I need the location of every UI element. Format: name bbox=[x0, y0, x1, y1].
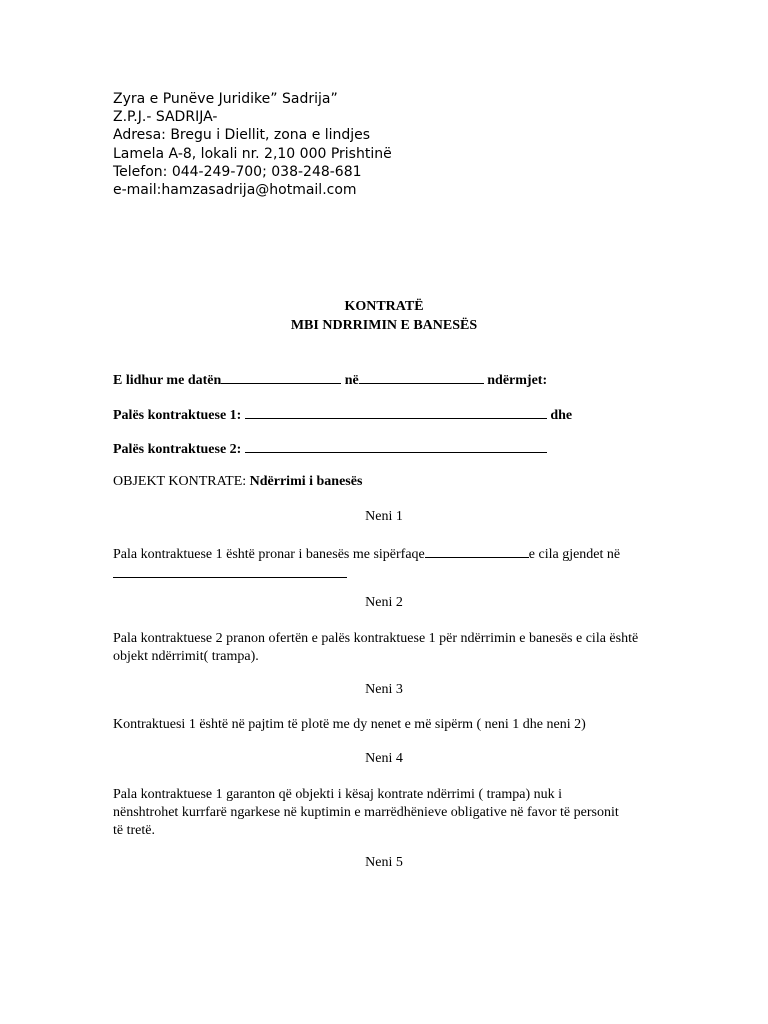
between-label: ndërmjet: bbox=[487, 373, 548, 388]
article-2-heading: Neni 2 bbox=[365, 595, 403, 610]
party2-blank[interactable] bbox=[245, 439, 547, 453]
article-2-text: Pala kontraktuese 2 pranon ofertën e palës kontraktuese 1 për ndërrimin e banesës e cila është objekt ndërrimit( trampa). bbox=[113, 631, 639, 664]
place-blank[interactable] bbox=[359, 370, 484, 384]
office-abbreviation: Z.P.J.- SADRIJA- bbox=[113, 109, 218, 126]
office-address-2: Lamela A-8, lokali nr. 2,10 000 Prishtinë bbox=[113, 145, 392, 162]
article-4-heading: Neni 4 bbox=[365, 751, 403, 766]
article-4-text: Pala kontraktuese 1 garanton që objekti i kësaj kontrate ndërrimi ( trampa) nuk i nënshtrohet kurrfarë ngarkese në kuptimin e marrëdhënieve obligative në favor të personit të tretë. bbox=[113, 787, 619, 838]
party1-label: Palës kontraktuese 1: bbox=[113, 408, 242, 423]
date-label: E lidhur me datën bbox=[113, 373, 222, 388]
article-1-text-a: Pala kontraktuese 1 është pronar i banesës me sipërfaqe bbox=[113, 547, 425, 562]
article-3-heading: Neni 3 bbox=[365, 682, 403, 697]
date-blank[interactable] bbox=[221, 370, 341, 384]
office-email: e-mail:hamzasadrija@hotmail.com bbox=[113, 182, 357, 199]
article-5-heading: Neni 5 bbox=[365, 855, 403, 870]
date-place-line bbox=[113, 370, 547, 389]
document-title: KONTRATË bbox=[344, 299, 424, 314]
office-header bbox=[113, 90, 392, 199]
contract-object-line bbox=[113, 474, 362, 490]
location-blank[interactable] bbox=[113, 564, 347, 578]
article-1-text bbox=[113, 544, 673, 584]
office-phone: Telefon: 044-249-700; 038-248-681 bbox=[113, 163, 362, 180]
article-1-heading: Neni 1 bbox=[365, 509, 403, 524]
contract-object-label: OBJEKT KONTRATE: bbox=[113, 474, 247, 489]
office-address: Adresa: Bregu i Diellit, zona e lindjes bbox=[113, 127, 371, 144]
party1-line bbox=[113, 405, 572, 424]
party1-suffix: dhe bbox=[550, 408, 573, 423]
area-blank[interactable] bbox=[425, 544, 529, 558]
party2-label: Palës kontraktuese 2: bbox=[113, 442, 242, 457]
party2-line bbox=[113, 439, 547, 458]
document-subtitle: MBI NDRRIMIN E BANESËS bbox=[290, 318, 478, 333]
contract-object-value: Ndërrimi i banesës bbox=[249, 474, 363, 489]
article-1-text-b: e cila gjendet në bbox=[528, 547, 621, 562]
office-name: Zyra e Punëve Juridike” Sadrija” bbox=[113, 91, 338, 107]
article-3-text: Kontraktuesi 1 është në pajtim të plotë me dy nenet e më sipërm ( neni 1 dhe neni 2) bbox=[113, 717, 586, 732]
party1-blank[interactable] bbox=[245, 405, 547, 419]
place-label: në bbox=[344, 373, 359, 388]
